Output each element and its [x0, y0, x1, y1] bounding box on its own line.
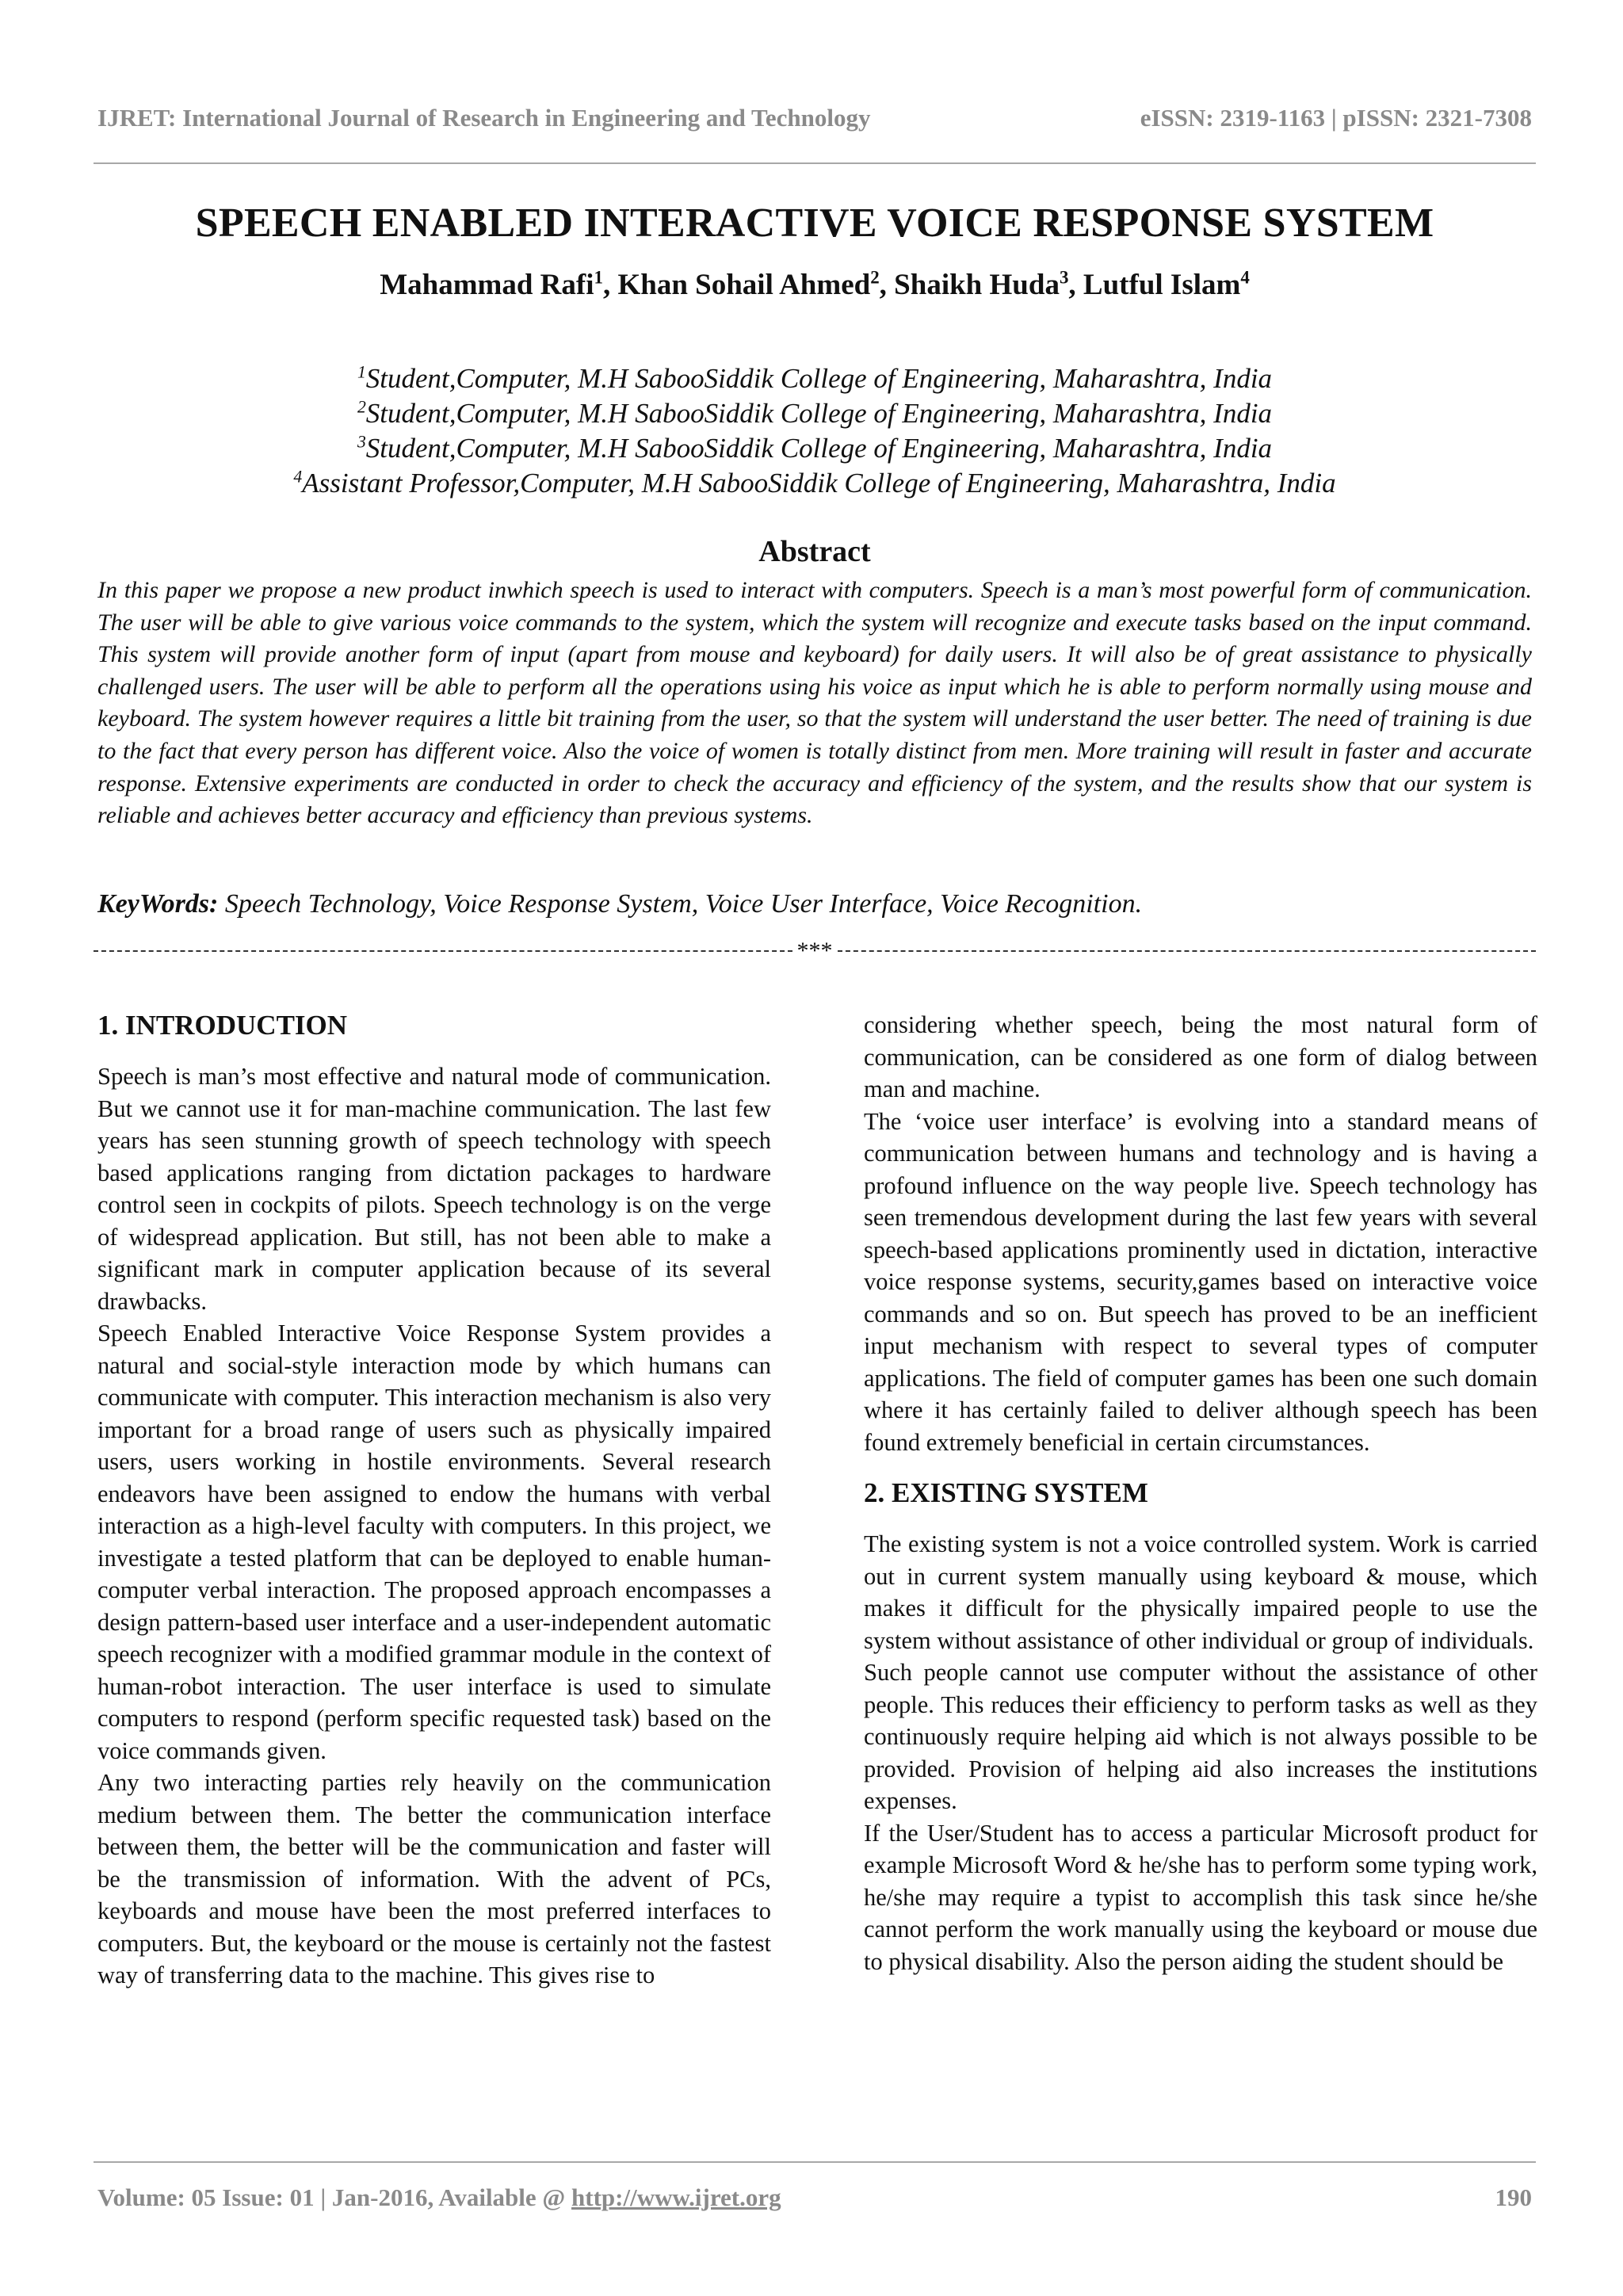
right-column — [864, 1009, 1537, 1977]
journal-name: IJRET: International Journal of Research in Engineering and Technology — [97, 104, 871, 132]
affiliation: $^1$Student,Computer, M.H SabooSiddik College of Engineering, Maharashtra, India — [357, 362, 1273, 394]
footer-divider — [94, 2161, 1536, 2163]
body-paragraph: If the User/Student has to access a particular Microsoft product for example Microsoft Word & he/she has to perform some typing work, he/she may require a typist to accomplish this task since he/she cannot perform the work manually using the keyboard or mouse due to physical disability. Also the person aiding the student should be — [864, 1819, 1537, 1975]
keywords-label: KeyWords: — [97, 889, 219, 919]
affiliation: $^2$Student,Computer, M.H SabooSiddik College of Engineering, Maharashtra, India — [357, 397, 1273, 429]
body-paragraph: The existing system is not a voice controlled system. Work is carried out in current system manually using keyboard & mouse, which makes it difficult for the physically impaired people to use the system without assistance of other individual or group of individuals. — [864, 1530, 1537, 1654]
body-paragraph: Such people cannot use computer without the assistance of other people. This reduces their efficiency to perform tasks as well as they continuously require helping aid which is not always possible to be provided. Provision of helping aid also increases the institutions expenses. — [864, 1659, 1537, 1814]
running-header — [97, 98, 1532, 138]
separator-stars: *** — [796, 938, 833, 964]
introduction-heading: 1. INTRODUCTION — [97, 1010, 348, 1041]
page-number: 190 — [1495, 2183, 1532, 2211]
abstract-text: In this paper we propose a new product inwhich speech is used to interact with computers. Speech is a man’s most powerful form of communication. The user will be able to give various voice commands to the system, which the system will recognize and execute tasks based on the input command. This system will provide another form of input (apart from mouse and keyboard) for daily users. It will also be of great assistance to physically challenged users. The user will be able to perform all the operations using his voice as input which he is able to perform normally using mouse and keyboard. The system however requires a little bit training from the user, so that the system will understand the user better. The need of training is due to the fact that every person has different voice. Also the voice of women is totally distinct from men. More training will result in faster and accurate response. Extensive experiments are conducted in order to check the accuracy and efficiency of the system, and the results show that our system is reliable and achieves better accuracy and efficiency than previous systems. — [97, 577, 1532, 829]
body-paragraph: The ‘voice user interface’ is evolving into a standard means of communication between humans and technology and is having a profound influence on the way people live. Speech technology has seen tremendous development during the last few years with several speech-based applications prominently used in dictation, interactive voice response systems, security,games based on interactive voice commands and so on. But speech has proved to be an inefficient input mechanism with respect to several types of computer applications. The field of computer games has been one such domain where it has certainly failed to deliver although speech has been found extremely beneficial in certain circumstances. — [864, 1107, 1537, 1456]
author: Shaikh Huda$^3$, — [894, 267, 1083, 301]
journal-link[interactable]: http://www.ijret.org — [571, 2183, 781, 2211]
author-list — [94, 268, 1536, 302]
volume-info: Volume: 05 Issue: 01 | Jan-2016, Available @ http://www.ijret.org — [97, 2183, 781, 2211]
issn-info: eISSN: 2319-1163 | pISSN: 2321-7308 — [1140, 104, 1532, 132]
affiliation-list — [94, 361, 1536, 501]
separator-line — [94, 950, 792, 952]
author: Lutful Islam$^4$ — [1083, 267, 1250, 301]
affiliation: $^4$Assistant Professor,Computer, M.H SabooSiddik College of Engineering, Maharashtra, India — [293, 467, 1336, 499]
abstract-heading: Abstract — [758, 535, 871, 568]
running-footer — [97, 2178, 1532, 2218]
left-column — [97, 1008, 771, 1992]
paper-title: SPEECH ENABLED INTERACTIVE VOICE RESPONSE SYSTEM — [195, 201, 1434, 246]
existing-system-heading: 2. EXISTING SYSTEM — [864, 1477, 1148, 1508]
body-paragraph: considering whether speech, being the most natural form of communication, can be considered as one form of dialog between man and machine. — [864, 1011, 1537, 1102]
keywords — [97, 889, 1532, 919]
header-divider — [94, 162, 1536, 164]
separator-line — [838, 950, 1537, 952]
keywords-text: Speech Technology, Voice Response System, Voice User Interface, Voice Recognition. — [218, 889, 1143, 919]
author: Mahammad Rafi$^1$, — [380, 267, 618, 301]
author: Khan Sohail Ahmed$^2$, — [617, 267, 895, 301]
section-separator — [94, 935, 1536, 967]
body-paragraph: Any two interacting parties rely heavily on the communication medium between them. The better the communication interface between them, the better will be the communication and faster will be the transmission of information. With the advent of PCs, keyboards and mouse have been the most preferred interfaces to computers. But, the keyboard or the mouse is certainly not the fastest way of transferring data to the machine. This gives rise to — [97, 1769, 771, 1988]
body-paragraph: Speech is man’s most effective and natural mode of communication. But we cannot use it for man-machine communication. The last few years has seen stunning growth of speech technology with speech based applications ranging from dictation packages to hardware control seen in cockpits of pilots. Speech technology is on the verge of widespread application. But still, has not been able to make a significant mark in computer application because of its several drawbacks. — [97, 1063, 771, 1315]
affiliation: $^3$Student,Computer, M.H SabooSiddik College of Engineering, Maharashtra, India — [357, 432, 1273, 464]
body-paragraph: Speech Enabled Interactive Voice Response System provides a natural and social-style interaction mode by which humans can communicate with computer. This interaction mechanism is also very important for a broad range of users such as physically impaired users, users working in hostile environments. Several research endeavors have been assigned to endow the humans with verbal interaction as a high-level faculty with computers. In this project, we investigate a tested platform that can be deployed to enable human-computer verbal interaction. The proposed approach encompasses a design pattern-based user interface and a user-independent automatic speech recognizer with a modified grammar module in the context of human-robot interaction. The user interface is used to simulate computers to respond (perform specific requested task) based on the voice commands given. — [97, 1320, 771, 1764]
